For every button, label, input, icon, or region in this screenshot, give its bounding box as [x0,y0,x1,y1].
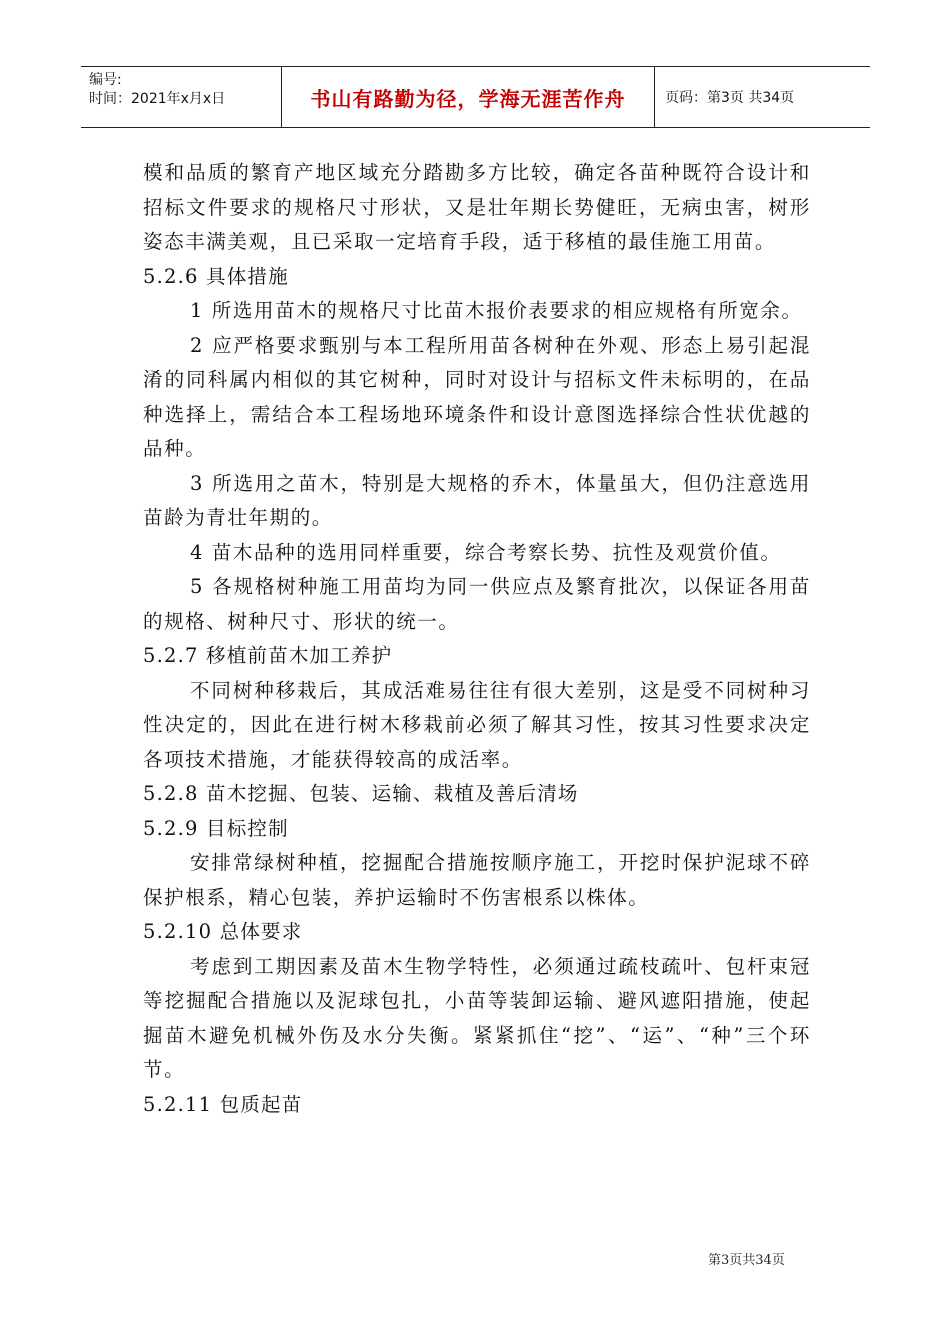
page-header [81,66,870,128]
header-meta [81,67,282,127]
paragraph: 2 应严格要求甄别与本工程所用苗各树种在外观、形态上易引起混淆的同科属内相似的其它树种，同时对设计与招标文件未标明的，在品种选择上，需结合本工程场地环境条件和设计意图选择综合性状优越的品种。 [143,333,811,460]
page-footer: 第3页共34页 [708,1253,785,1268]
document-body [143,156,811,1122]
paragraph: 3 所选用之苗木，特别是大规格的乔木，体量虽大，但仍注意选用苗龄为青壮年期的。 [143,471,811,529]
paragraph: 5 各规格树种施工用苗均为同一供应点及繁育批次，以保证各用苗的规格、树种尺寸、形状的统一。 [143,575,811,633]
paragraph: 1 所选用苗木的规格尺寸比苗木报价表要求的相应规格有所宽余。 [190,299,803,322]
paragraph: 不同树种移栽后，其成活难易往往有很大差别，这是受不同树种习性决定的，因此在进行树木移栽前必须了解其习性，按其习性要求决定各项技术措施，才能获得较高的成活率。 [143,678,811,771]
section-heading: 5.2.7 移植前苗木加工养护 [143,644,393,667]
document-number-label: 编号: [89,72,122,88]
header-page-info: 页码：第3页 共34页 [665,90,795,106]
section-heading: 5.2.8 苗木挖掘、包装、运输、栽植及善后清场 [143,782,579,805]
paragraph: 4 苗木品种的选用同样重要，综合考察长势、抗性及观赏价值。 [190,540,782,564]
header-motto: 书山有路勤为径，学海无涯苦作舟 [282,67,655,127]
section-heading: 5.2.10 总体要求 [143,920,303,943]
section-heading: 5.2.9 目标控制 [143,816,289,840]
paragraph: 考虑到工期因素及苗木生物学特性，必须通过疏枝疏叶、包杆束冠等挖掘配合措施以及泥球包扎，小苗等装卸运输、避风遮阳措施，使起掘苗木避免机械外伤及水分失衡。紧紧抓住“挖”、“运”、“种”三个环节。 [143,954,811,1081]
paragraph: 安排常绿树种植，挖掘配合措施按顺序施工，开挖时保护泥球不碎保护根系，精心包装，养护运输时不伤害根系以株体。 [143,851,811,909]
section-heading: 5.2.11 包质起苗 [143,1092,303,1116]
document-date: 时间：2021年x月x日 [89,91,226,107]
section-heading: 5.2.6 具体措施 [143,264,289,288]
paragraph: 模和品质的繁育产地区域充分踏勘多方比较，确定各苗种既符合设计和招标文件要求的规格尺寸形状，又是壮年期长势健旺，无病虫害，树形姿态丰满美观，且已采取一定培育手段，适于移植的最佳施工用苗。 [143,161,811,253]
